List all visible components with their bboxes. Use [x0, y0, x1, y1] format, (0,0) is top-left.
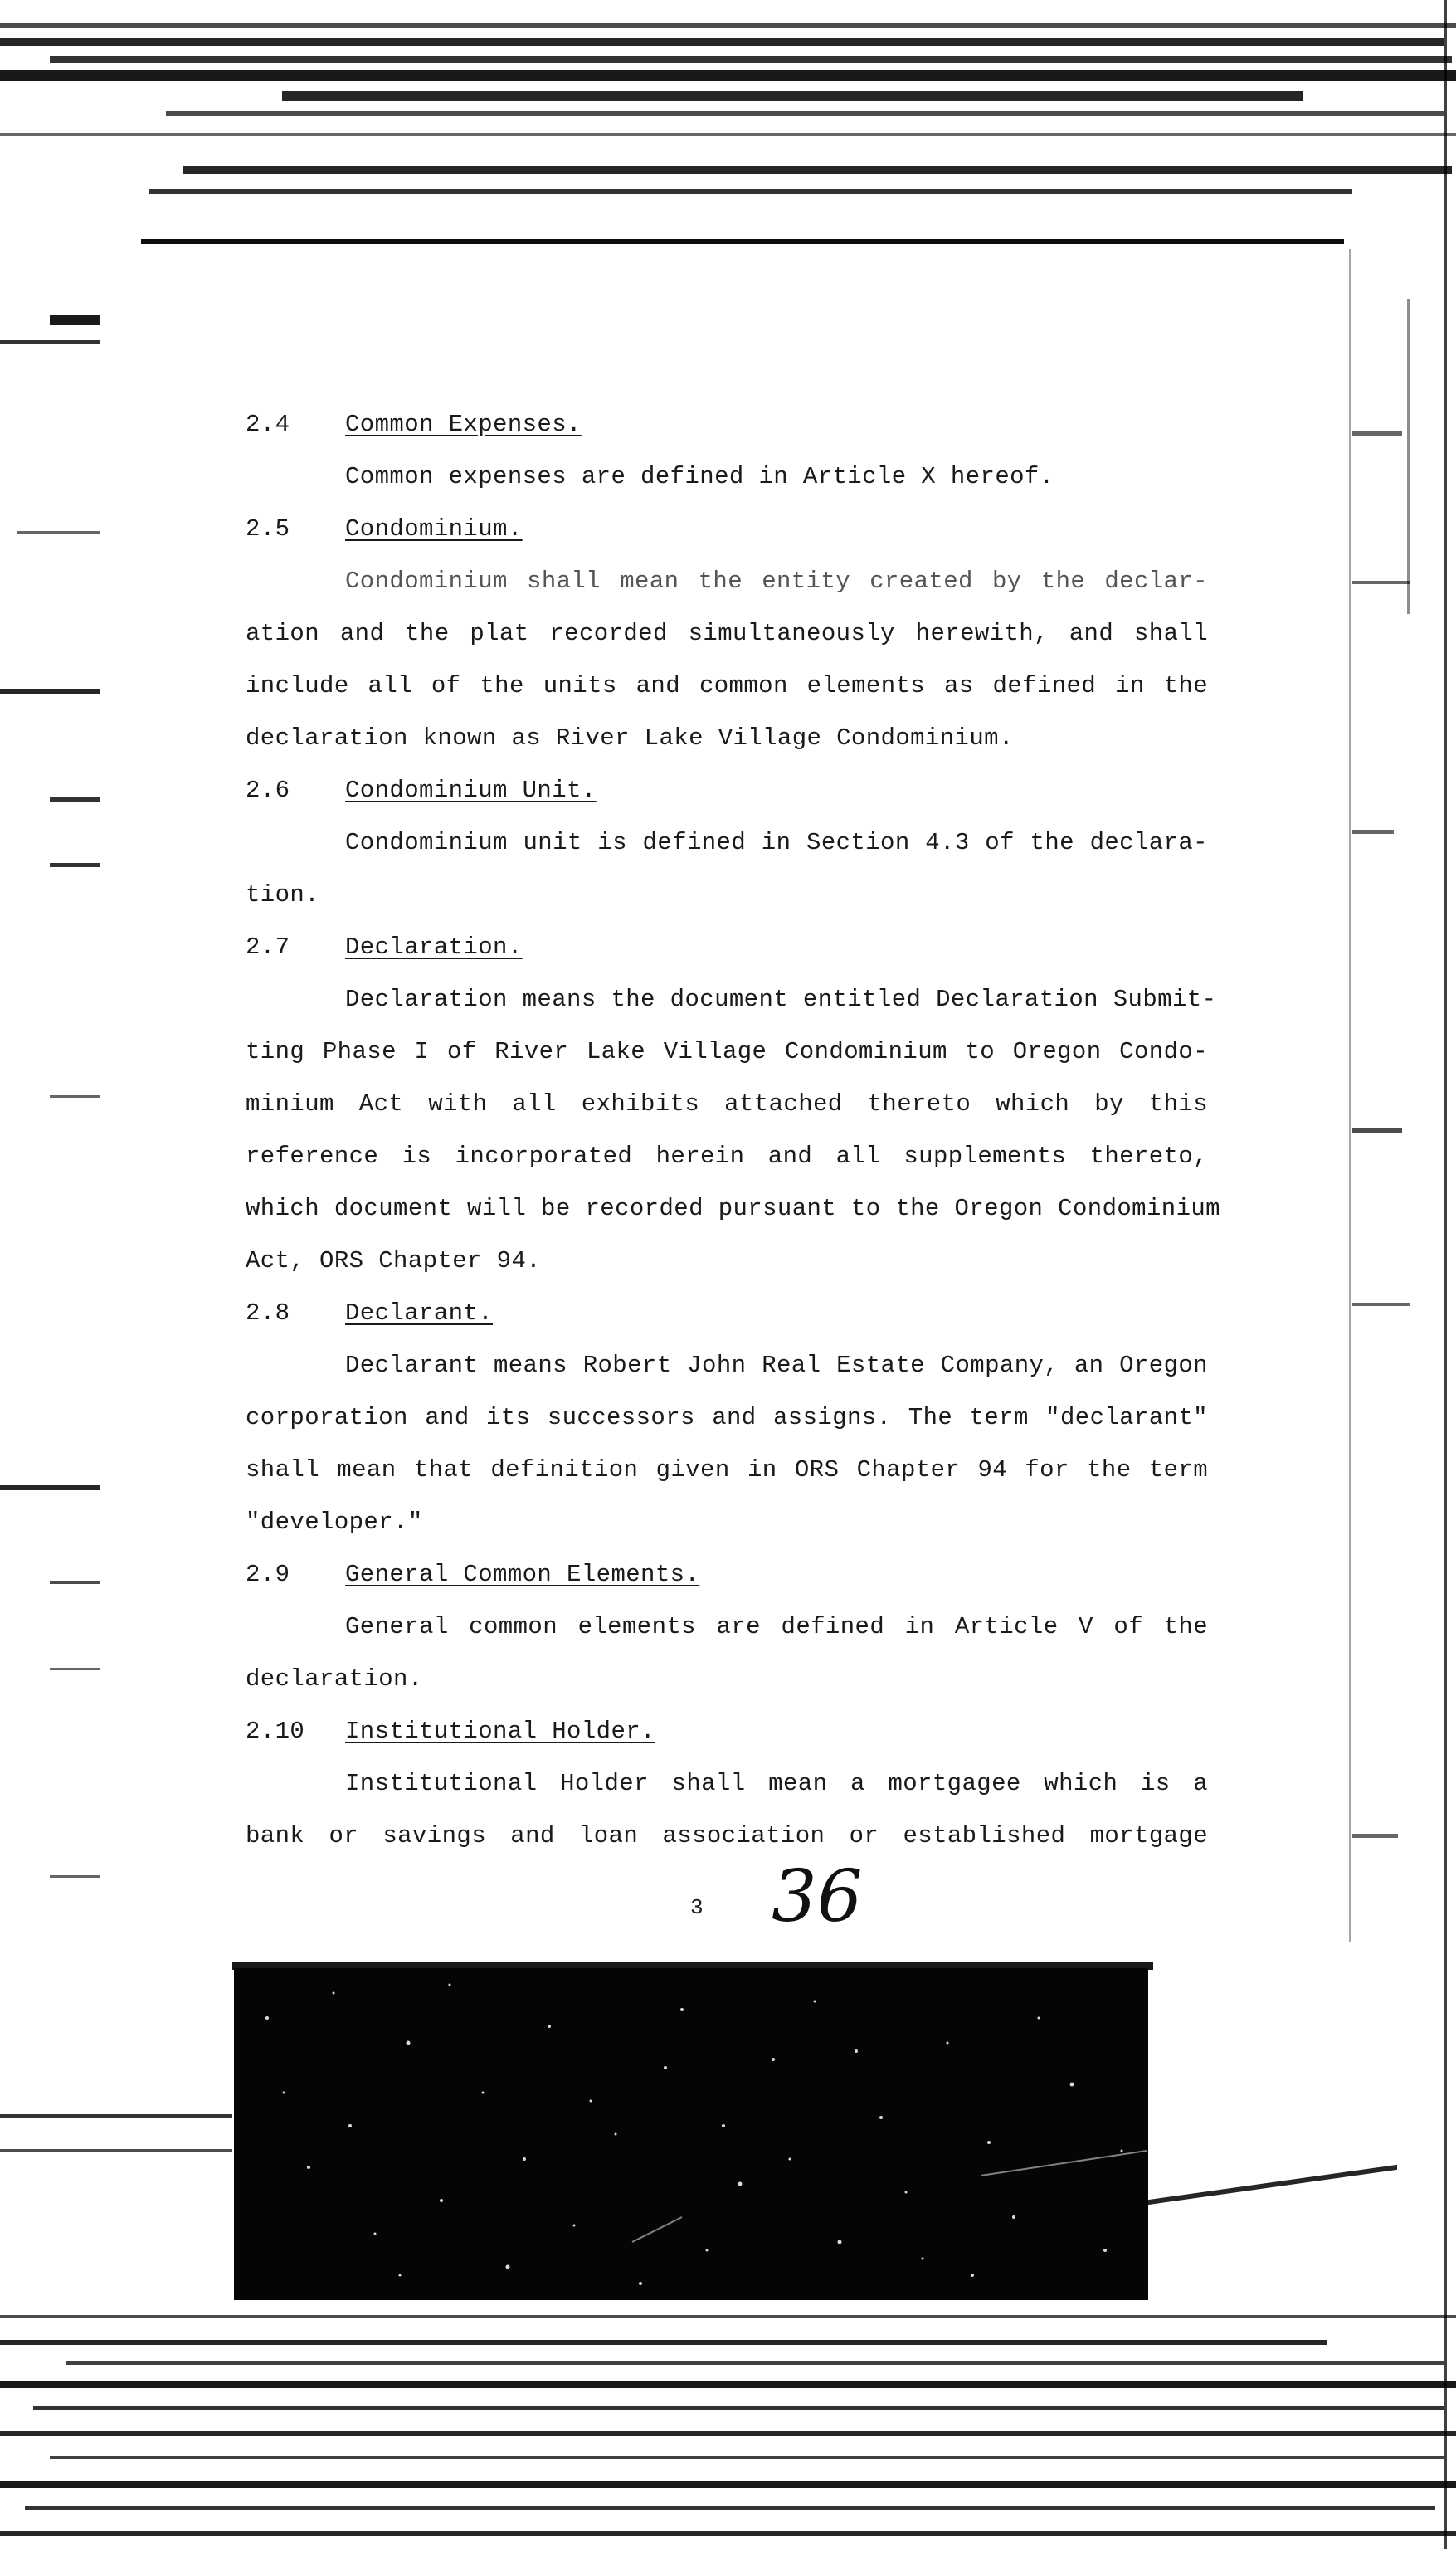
body-line: Declaration means the document entitled Declaration Submit- [345, 986, 1217, 1013]
section-heading [246, 1287, 1208, 1339]
bottom-scan-band [0, 2431, 1456, 2436]
left-edge-mark [17, 531, 100, 534]
body-line: "developer." [246, 1508, 423, 1536]
left-edge-mark [0, 1485, 100, 1490]
left-edge-mark [50, 797, 100, 802]
body-line: General common elements are defined in Article V of the [345, 1613, 1208, 1640]
section-title: Institutional Holder. [345, 1718, 655, 1745]
section-heading [246, 1548, 1208, 1601]
body-line: Declarant means Robert John Real Estate Company, an Oregon [345, 1352, 1208, 1379]
top-scan-band [141, 239, 1344, 244]
top-scan-band [0, 38, 1444, 46]
right-edge-line [1407, 299, 1410, 614]
section-number: 2.9 [246, 1561, 290, 1588]
body-line: ation and the plat recorded simultaneously herewith, and shall [246, 620, 1208, 647]
right-edge-mark [1352, 431, 1402, 436]
body-line: corporation and its successors and assigns. The term "declarant" [246, 1404, 1208, 1431]
section-title: General Common Elements. [345, 1561, 700, 1588]
right-edge-line [1444, 0, 1447, 2549]
bottom-scan-band [1148, 2165, 1397, 2205]
top-scan-band [0, 70, 1456, 81]
right-edge-mark [1352, 1303, 1410, 1306]
top-scan-band [149, 189, 1352, 194]
right-edge-line [1349, 249, 1351, 1942]
bottom-scan-band [0, 2381, 1456, 2388]
section-number: 2.6 [246, 777, 290, 804]
right-edge-mark [1352, 1834, 1398, 1838]
body-line: ting Phase I of River Lake Village Condominium to Oregon Condo- [246, 1038, 1208, 1065]
right-edge-mark [1352, 1128, 1402, 1133]
bottom-scan-band [0, 2149, 232, 2152]
right-edge-mark [1352, 830, 1394, 834]
left-edge-mark [50, 1581, 100, 1584]
body-line: Institutional Holder shall mean a mortgagee which is a [345, 1770, 1208, 1797]
top-scan-band [183, 166, 1452, 174]
body-line: Common expenses are defined in Article X hereof. [345, 463, 1054, 490]
body-line: Act, ORS Chapter 94. [246, 1247, 542, 1274]
bottom-scan-band [0, 2315, 1456, 2318]
section-heading [246, 1705, 1208, 1757]
section-heading [246, 398, 1208, 451]
right-edge-mark [1352, 581, 1410, 584]
section-heading [246, 503, 1208, 555]
section-heading [246, 764, 1208, 816]
page-number: 3 [690, 1895, 704, 1920]
left-edge-mark [50, 315, 100, 325]
bottom-scan-band [0, 2340, 1327, 2345]
scan-noise-block [234, 1968, 1148, 2300]
section-number: 2.4 [246, 411, 290, 438]
left-edge-mark [0, 689, 100, 694]
body-line: bank or savings and loan association or established mortgage [246, 1822, 1208, 1850]
left-edge-mark [50, 1095, 100, 1098]
top-scan-band [50, 56, 1452, 63]
top-scan-band [282, 91, 1303, 101]
document-body [246, 398, 1220, 1862]
top-scan-band [0, 133, 1456, 136]
body-line: Condominium unit is defined in Section 4.3 of the declara- [345, 829, 1208, 856]
section-title: Condominium Unit. [345, 777, 597, 804]
section-number: 2.7 [246, 933, 290, 961]
body-line: shall mean that definition given in ORS Chapter 94 for the term [246, 1456, 1208, 1484]
body-line: reference is incorporated herein and all supplements thereto, [246, 1143, 1208, 1170]
bottom-scan-band [25, 2506, 1435, 2510]
bottom-scan-band [0, 2531, 1456, 2536]
left-edge-mark [50, 1875, 100, 1878]
section-title: Declarant. [345, 1299, 494, 1327]
section-number: 2.8 [246, 1299, 290, 1327]
body-line: which document will be recorded pursuant to the Oregon Condominium [246, 1195, 1220, 1222]
speckle-pattern [234, 1968, 1148, 2300]
section-title: Declaration. [345, 933, 523, 961]
top-scan-band [0, 23, 1456, 28]
handwritten-page-number: 36 [772, 1855, 863, 1938]
body-line: include all of the units and common elements as defined in the [246, 672, 1208, 699]
left-edge-mark [50, 863, 100, 867]
section-title: Common Expenses. [345, 411, 582, 438]
bottom-scan-band [33, 2406, 1444, 2410]
body-line: Condominium shall mean the entity created by the declar- [345, 568, 1208, 595]
section-number: 2.5 [246, 515, 290, 543]
bottom-scan-band [66, 2361, 1444, 2365]
section-heading [246, 921, 1208, 973]
body-line: declaration. [246, 1665, 423, 1693]
left-edge-mark [50, 1668, 100, 1670]
bottom-scan-band [0, 2481, 1456, 2488]
section-title: Condominium. [345, 515, 523, 543]
body-line: declaration known as River Lake Village Condominium. [246, 724, 1014, 752]
body-line: tion. [246, 881, 320, 909]
bottom-scan-band [50, 2456, 1444, 2459]
body-line: minium Act with all exhibits attached thereto which by this [246, 1090, 1208, 1118]
top-scan-band [166, 111, 1444, 116]
bottom-scan-band [0, 2114, 232, 2118]
section-number: 2.10 [246, 1718, 305, 1745]
left-edge-mark [0, 340, 100, 344]
